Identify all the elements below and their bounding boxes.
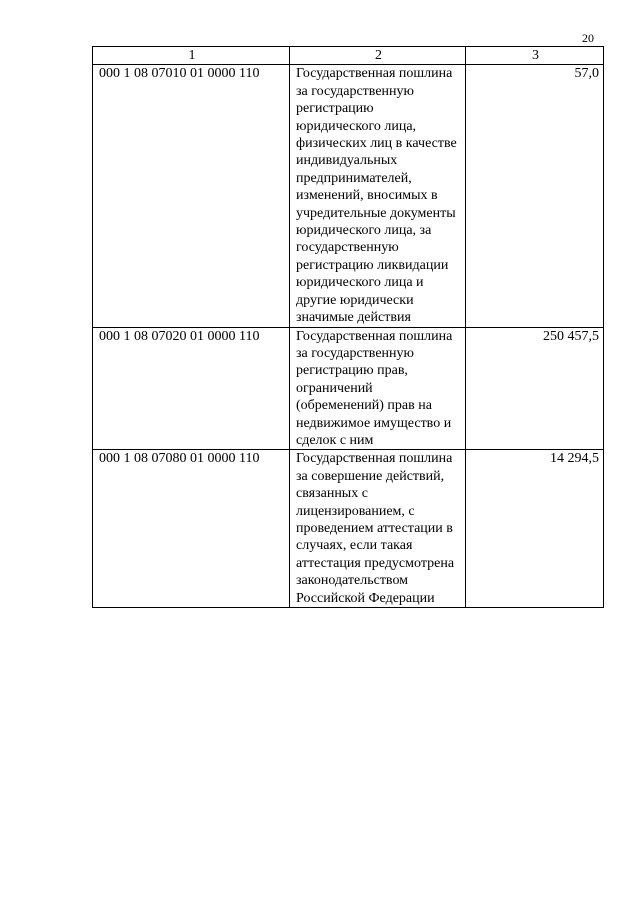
revenue-name-cell: Государственная пошлина за государственную регистрацию прав, ограничений (обременений) прав на недвижимое имущество и сделок с ним	[290, 327, 466, 450]
budget-code-cell: 000 1 08 07020 01 0000 110	[93, 327, 290, 450]
table-header-row	[93, 47, 604, 65]
amount-cell: 250 457,5	[466, 327, 604, 450]
column-header-3: 3	[466, 47, 604, 65]
amount-cell: 57,0	[466, 65, 604, 327]
table-row	[93, 327, 604, 450]
column-header-2: 2	[290, 47, 466, 65]
revenue-name-cell: Государственная пошлина за совершение действий, связанных с лицензированием, с проведением аттестации в случаях, если такая аттестация предусмотрена законодательством Российской Федерации	[290, 450, 466, 608]
amount-cell: 14 294,5	[466, 450, 604, 608]
table-row	[93, 450, 604, 608]
column-header-1: 1	[93, 47, 290, 65]
table-row	[93, 65, 604, 327]
revenue-name-cell: Государственная пошлина за государственную регистрацию юридического лица, физических лиц в качестве индивидуальных предпринимателей, изменений, вносимых в учредительные документы юридического лица, за государственную регистрацию ликвидации юридического лица и другие юридически значимые действия	[290, 65, 466, 327]
page-number: 20	[582, 31, 594, 45]
budget-code-cell: 000 1 08 07080 01 0000 110	[93, 450, 290, 608]
budget-code-cell: 000 1 08 07010 01 0000 110	[93, 65, 290, 327]
revenue-table	[92, 46, 604, 608]
